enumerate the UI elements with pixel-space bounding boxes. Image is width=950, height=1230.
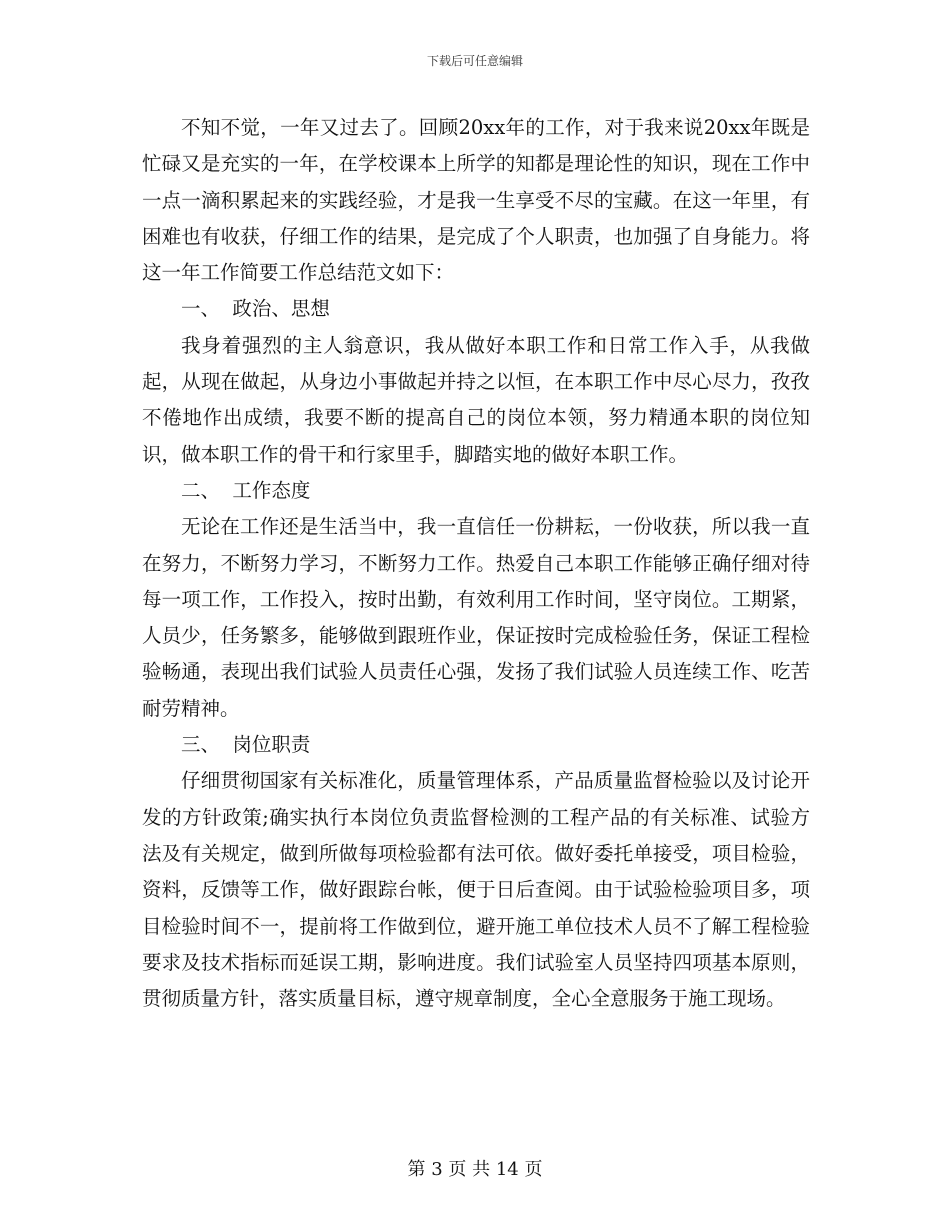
section-heading-politics: 一、 政治、思想 [181, 297, 330, 321]
page-number-footer: 第 3 页 共 14 页 [407, 1159, 543, 1180]
intro-paragraph: 不知不觉，一年又过去了。回顾20xx年的工作，对于我来说20xx年既是忙碌又是充实的一年，在学校课本上所学的知都是理论性的知识，现在工作中一点一滴积累起来的实践经验，才是我一生享受不尽的宝藏。在这一年里，有困难也有收获，仔细工作的结果，是完成了个人职责，也加强了自身能力。将这一年工作简要工作总结范文如下： [142, 116, 810, 285]
section-paragraph-duties: 仔细贯彻国家有关标准化，质量管理体系，产品质量监督检验以及讨论开发的方针政策;确实执行本岗位负责监督检测的工程产品的有关标准、试验方法及有关规定，做到所做每项检验都有法可依。做好委托单接受，项目检验，资料，反馈等工作，做好跟踪台帐，便于日后查阅。由于试验检验项目多，项目检验时间不一，提前将工作做到位，避开施工单位技术人员不了解工程检验要求及技术指标而延误工期，影响进度。我们试验室人员坚持四项基本原则，贯彻质量方针，落实质量目标，遵守规章制度，全心全意服务于施工现场。 [142, 769, 810, 1011]
section-paragraph-attitude: 无论在工作还是生活当中，我一直信任一份耕耘，一份收获，所以我一直在努力，不断努力学习，不断努力工作。热爱自己本职工作能够正确仔细对待每一项工作，工作投入，按时出勤，有效利用工作时间，坚守岗位。工期紧，人员少，任务繁多，能够做到跟班作业，保证按时完成检验任务，保证工程检验畅通，表现出我们试验人员责任心强，发扬了我们试验人员连续工作、吃苦耐劳精神。 [142, 515, 810, 720]
section-heading-duties: 三、 岗位职责 [181, 733, 311, 757]
page-header-note: 下载后可任意编辑 [426, 54, 523, 68]
section-heading-attitude: 二、 工作态度 [181, 478, 311, 502]
document-body [142, 110, 810, 1017]
section-paragraph-politics: 我身着强烈的主人翁意识，我从做好本职工作和日常工作入手，从我做起，从现在做起，从身边小事做起并持之以恒，在本职工作中尽心尽力，孜孜不倦地作出成绩，我要不断的提高自己的岗位本领，努力精通本职的岗位知识，做本职工作的骨干和行家里手，脚踏实地的做好本职工作。 [142, 333, 810, 466]
